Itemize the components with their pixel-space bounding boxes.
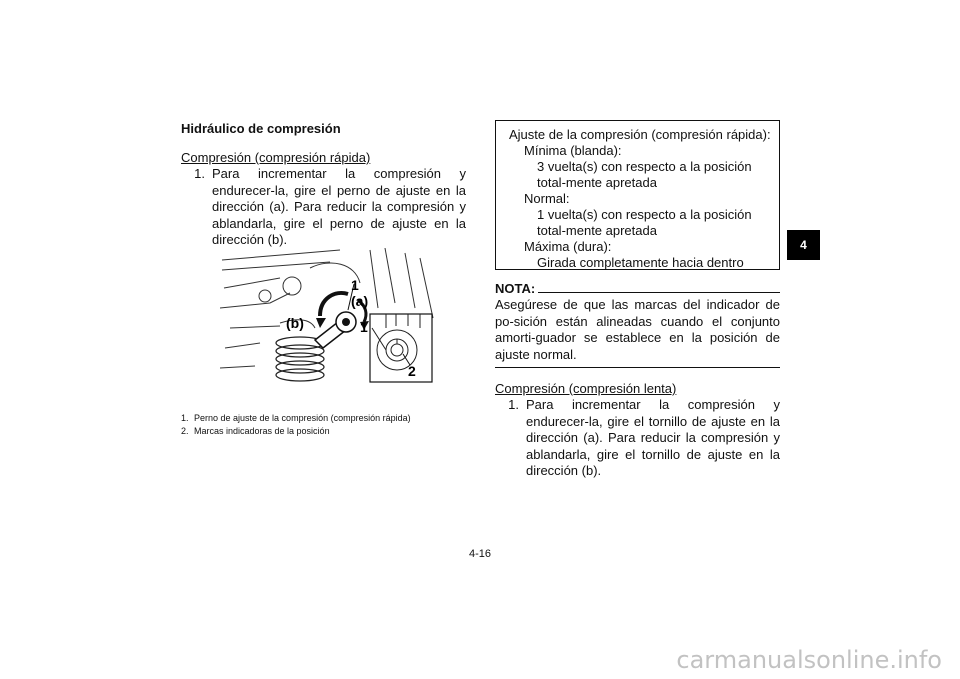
caption-text: Perno de ajuste de la compresión (compresión rápida) [194, 413, 411, 423]
caption-item [181, 412, 471, 425]
section-title: Hidráulico de compresión [181, 121, 341, 136]
spec-min-label: Mínima (blanda): [524, 143, 622, 158]
step-text: Para incrementar la compresión y endurecer-la, gire el perno de ajuste en la dirección (a). Para reducir la compresión y ablandarla, gire el perno de ajuste en la dirección (b). [212, 166, 466, 247]
compression-adjuster-figure [220, 248, 435, 384]
step-number: 1. [508, 397, 519, 412]
spec-max-value: Girada completamente hacia dentro [537, 255, 744, 270]
slow-step-1 [495, 397, 780, 480]
spec-box [495, 120, 780, 270]
fast-step-1 [181, 166, 466, 249]
nota-rule [538, 292, 780, 293]
nota-text: Asegúrese de que las marcas del indicador de po-sición están alineadas cuando el conjunto amorti-guador se establece en la posición de ajuste normal. [495, 297, 780, 362]
figure-label-b: (b) [286, 315, 304, 331]
spec-max-label: Máxima (dura): [524, 239, 612, 254]
caption-item [181, 425, 471, 438]
nota-header [495, 281, 780, 296]
figure-label-1: 1 [351, 277, 359, 293]
page-number: 4-16 [468, 548, 492, 560]
chapter-tab: 4 [787, 230, 820, 260]
spec-normal-label: Normal: [524, 191, 570, 206]
slow-compression-heading: Compresión (compresión lenta) [495, 381, 677, 396]
fast-compression-heading: Compresión (compresión rápida) [181, 150, 371, 165]
shock-spring [276, 337, 324, 381]
figure-label-1-inset: 1 [360, 319, 368, 335]
step-number: 1. [194, 166, 205, 181]
nota-label: NOTA: [495, 281, 536, 296]
figure-captions [181, 412, 471, 438]
figure-label-a: (a) [351, 293, 369, 309]
caption-number: 2. [181, 426, 189, 436]
caption-number: 1. [181, 413, 189, 423]
watermark: carmanualsonline.info [676, 646, 942, 674]
spec-title: Ajuste de la compresión (compresión rápida): [509, 127, 771, 142]
figure-label-2: 2 [408, 363, 416, 379]
caption-text: Marcas indicadoras de la posición [194, 426, 330, 436]
spec-min-value: 3 vuelta(s) con respecto a la posición total-mente apretada [537, 159, 752, 190]
detail-inset [370, 314, 432, 382]
spec-normal-value: 1 vuelta(s) con respecto a la posición total-mente apretada [537, 207, 752, 238]
step-text: Para incrementar la compresión y endurecer-la, gire el tornillo de ajuste en la dirección (a). Para reducir la compresión y ablandarla, gire el tornillo de ajuste en la dirección (b). [526, 397, 780, 478]
nota-end-rule [495, 367, 780, 368]
